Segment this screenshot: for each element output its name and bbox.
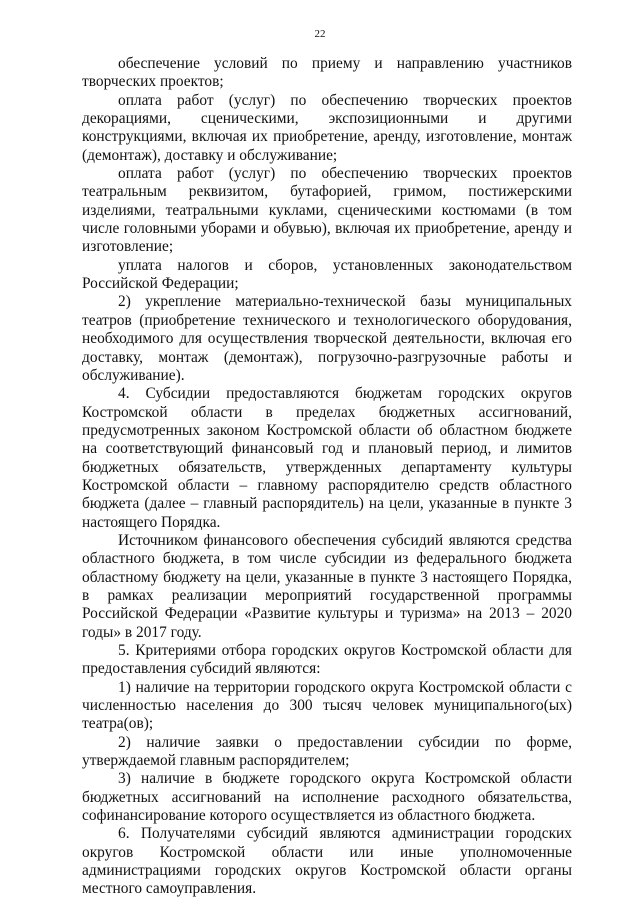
paragraph-10: 2) наличие заявки о предоставлении субсидии по форме, утверждаемой главным распорядителем; [82, 733, 572, 770]
paragraph-11: 3) наличие в бюджете городского округа Костромской области бюджетных ассигнований на исполнение расходного обязательства, софинансирование которого осуществляется из областного бюджета. [82, 770, 572, 825]
page-number: 22 [314, 28, 326, 40]
paragraph-4: уплата налогов и сборов, установленных законодательством Российской Федерации; [82, 256, 572, 293]
paragraph-3: оплата работ (услуг) по обеспечению творческих проектов театральным реквизитом, бутафорией, гримом, постижерскими изделиями, театральными куклами, сценическими костюмами (в том числе головными уборами и обувью), включая их приобретение, аренду и изготовление; [82, 165, 572, 256]
paragraph-2: оплата работ (услуг) по обеспечению творческих проектов декорациями, сценическими, экспозиционными и другими конструкциями, включая их приобретение, аренду, изготовление, монтаж (демонтаж), доставку и обслуживание; [82, 91, 572, 164]
paragraph-6: 4. Субсидии предоставляются бюджетам городских округов Костромской области в пределах бюджетных ассигнований, предусмотренных законом Костромской области об областном бюджете на соответствующий финансовый год и плановый период, и лимитов бюджетных обязательств, утвержденных департаменту культуры Костромской области – главному распорядителю средств областного бюджета (далее – главный распорядитель) на цели, указанные в пункте 3 настоящего Порядка. [82, 385, 572, 531]
paragraph-5: 2) укрепление материально-технической базы муниципальных театров (приобретение технического и технологического оборудования, необходимого для осуществления творческой деятельности, включая его доставку, монтаж (демонтаж), погрузочно-разгрузочные работы и обслуживание). [82, 293, 572, 384]
paragraph-8: 5. Критериями отбора городских округов Костромской области для предоставления субсидий являются: [82, 642, 572, 678]
paragraph-9: 1) наличие на территории городского округа Костромской области с численностью населения до 300 тысяч человек муниципального(ых) театра(ов); [82, 678, 572, 733]
paragraph-7: Источником финансового обеспечения субсидий являются средства областного бюджета, в том числе субсидии из федерального бюджета областному бюджету на цели, указанные в пункте 3 настоящего Порядка, в рамках реализации мероприятий государственной программы Российской Федерации «Развитие культуры и туризма» на 2013 – 2020 годы» в 2017 году. [82, 531, 572, 641]
paragraph-12: 6. Получателями субсидий являются администрации городских округов Костромской области или иные уполномоченные администрациями городских округов Костромской области органы местного самоуправления. [82, 825, 572, 898]
document-body [82, 55, 572, 899]
paragraph-1: обеспечение условий по приему и направлению участников творческих проектов; [82, 55, 572, 91]
